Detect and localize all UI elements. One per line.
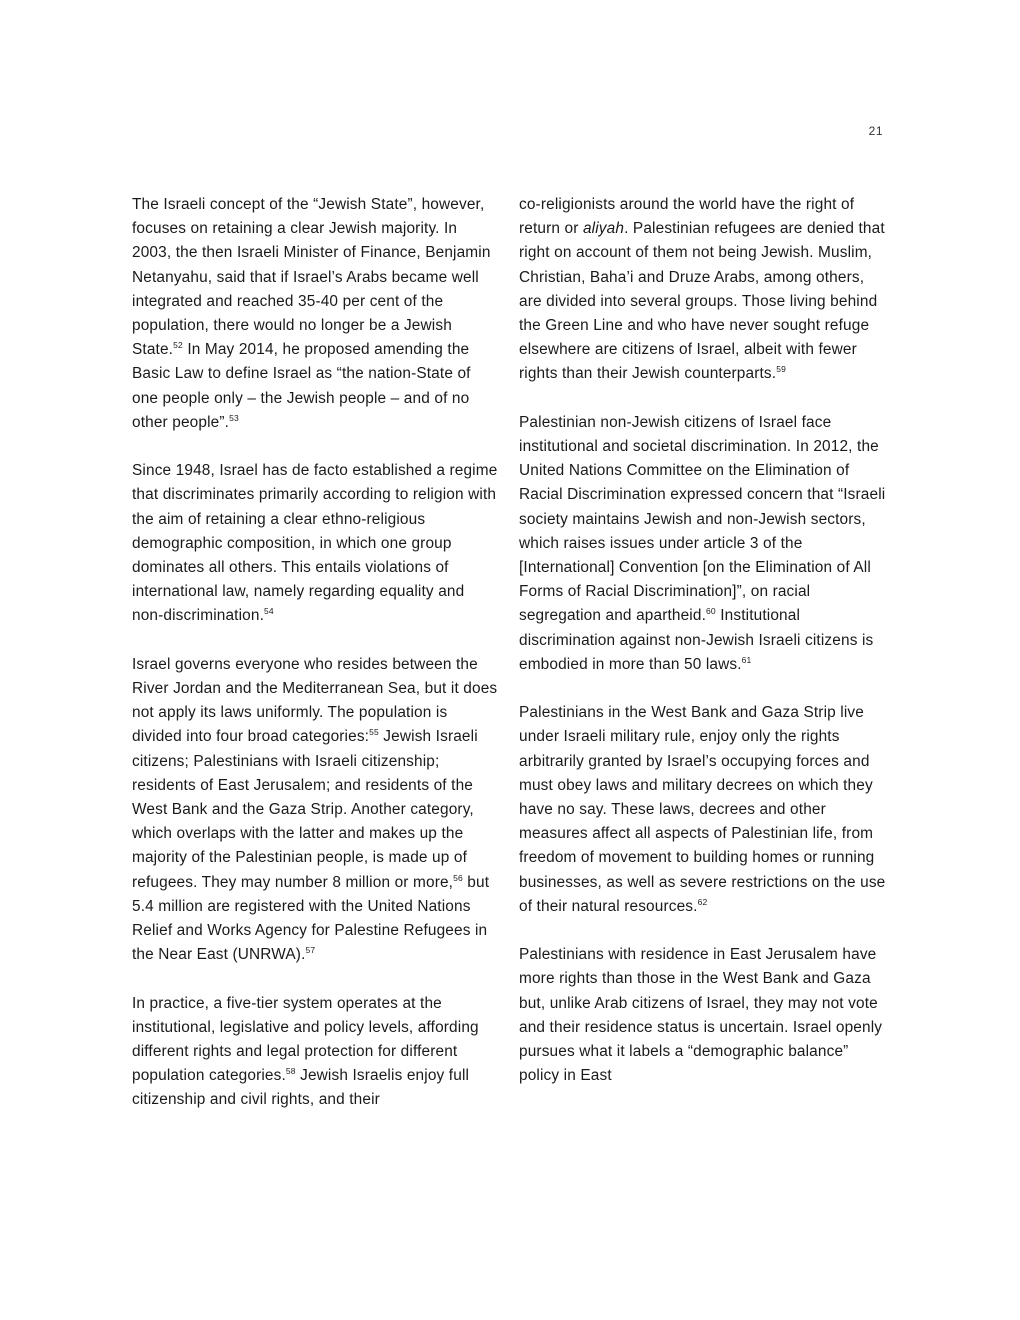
- footnote-ref: 60: [706, 606, 716, 617]
- paragraph-text: co-religionists around the world have the right of return or: [519, 196, 855, 238]
- paragraph: [132, 459, 498, 628]
- paragraph: [519, 943, 889, 1088]
- paragraph-text: Institutional discrimination against non-Jewish Israeli citizens is embodied in more than 50 laws.: [519, 607, 874, 673]
- footnote-ref: 54: [264, 606, 274, 617]
- footnote-ref: 56: [453, 872, 463, 883]
- paragraph-text: Palestinians in the West Bank and Gaza Strip live under Israeli military rule, enjoy only the rights arbitrarily granted by Israel’s occupying forces and must obey laws and military decrees on which they have no say. These laws, decrees and other measures affect all aspects of Palestinian life, from freedom of movement to building homes or running businesses, as well as severe restrictions on the use of their natural resources.: [519, 704, 886, 915]
- right-column: [519, 193, 889, 1113]
- paragraph-text: Palestinians with residence in East Jerusalem have more rights than those in the West Bank and Gaza but, unlike Arab citizens of Israel, they may not vote and their residence status is uncertain. Israel openly pursues what it labels a “demographic balance” policy in East: [519, 946, 883, 1085]
- paragraph-text: Since 1948, Israel has de facto established a regime that discriminates primarily according to religion with the aim of retaining a clear ethno-religious demographic composition, in which one group dominates all others. This entails violations of international law, namely regarding equality and non-discrimination.: [132, 462, 498, 625]
- left-column: [132, 193, 498, 1137]
- paragraph-text: Palestinian non-Jewish citizens of Israel face institutional and societal discrimination. In 2012, the United Nations Committee on the Elimination of Racial Discrimination expressed concern that “Israeli society maintains Jewish and non-Jewish sectors, which raises issues under article 3 of the [International] Convention [on the Elimination of All Forms of Racial Discrimination]”, on racial segregation and apartheid.: [519, 413, 886, 625]
- paragraph: [519, 193, 889, 387]
- footnote-ref: 53: [229, 412, 239, 423]
- footnote-ref: 59: [776, 364, 786, 375]
- footnote-ref: 58: [285, 1066, 296, 1077]
- paragraph: [519, 411, 889, 677]
- paragraph-text: Israel governs everyone who resides between the River Jordan and the Mediterranean Sea, but it does not apply its laws uniformly. The population is divided into four broad categories:: [132, 655, 498, 746]
- paragraph-text: The Israeli concept of the “Jewish State”, however, focuses on retaining a clear Jewish majority. In 2003, the then Israeli Minister of Finance, Benjamin Netanyahu, said that if Israel’s Arabs became well integrated and reached 35-40 per cent of the population, there would no longer be a Jewish State.: [132, 196, 491, 359]
- paragraph-text: In May 2014, he proposed amending the Basic Law to define Israel as “the nation-State of one people only – the Jewish people – and of no other people”.: [132, 341, 471, 431]
- paragraph: [132, 193, 498, 435]
- italic-term: aliyah: [582, 220, 625, 238]
- footnote-ref: 57: [305, 945, 316, 956]
- paragraph-text: but 5.4 million are registered with the United Nations Relief and Works Agency for Palestine Refugees in the Near East (UNRWA).: [132, 873, 490, 964]
- footnote-ref: 55: [369, 727, 379, 738]
- paragraph-text: . Palestinian refugees are denied that right on account of them not being Jewish. Muslim, Christian, Baha’i and Druze Arabs, among others, are divided into several groups. Those living behind the Green Line and who have never sought refuge elsewhere are citizens of Israel, albeit with fewer rights than their Jewish counterparts.: [519, 220, 885, 383]
- footnote-ref: 61: [741, 654, 752, 665]
- paragraph: [519, 701, 889, 919]
- paragraph: [132, 653, 498, 968]
- paragraph-text: Jewish Israelis enjoy full citizenship and civil rights, and their: [132, 1067, 470, 1109]
- page-number: 21: [868, 124, 883, 138]
- paragraph-text: In practice, a five-tier system operates at the institutional, legislative and policy levels, affording different rights and legal protection for different population categories.: [132, 994, 479, 1085]
- paragraph-text: Jewish Israeli citizens; Palestinians with Israeli citizenship; residents of East Jerusalem; and residents of the West Bank and the Gaza Strip. Another category, which overlaps with the latter and makes up the majority of the Palestinian people, is made up of refugees. They may number 8 million or more,: [132, 728, 478, 891]
- paragraph: [132, 992, 498, 1113]
- footnote-ref: 52: [173, 340, 183, 351]
- footnote-ref: 62: [697, 896, 708, 907]
